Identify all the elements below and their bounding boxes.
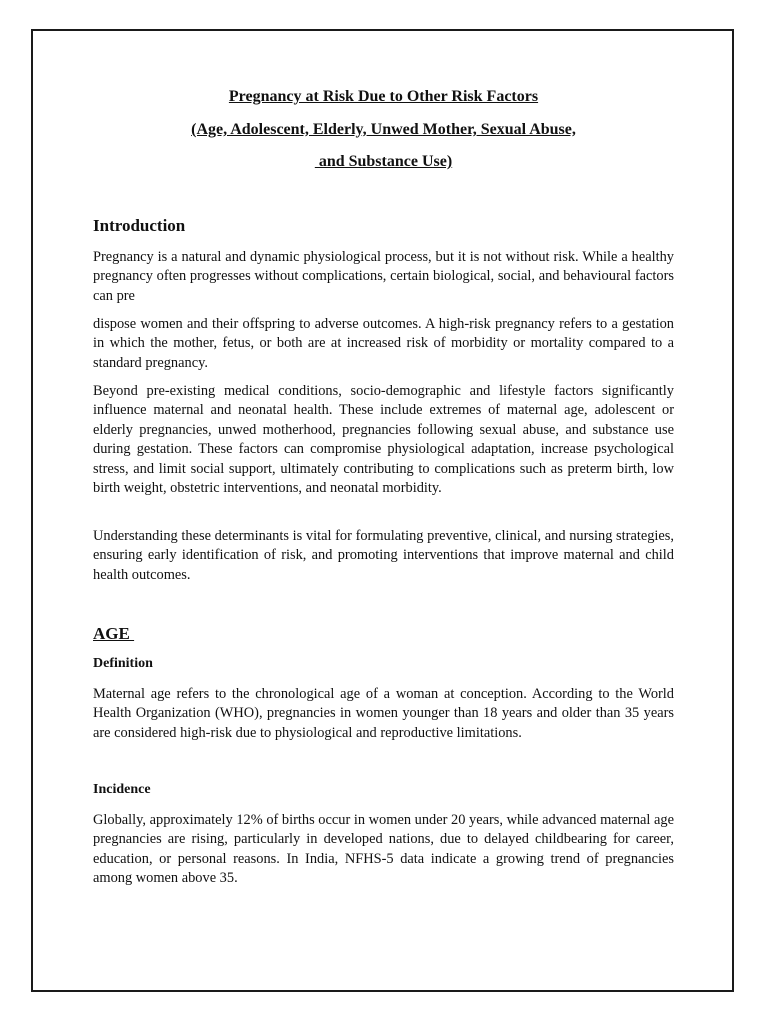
document-subtitle: (Age, Adolescent, Elderly, Unwed Mother, Sexual Abuse, — [191, 121, 576, 138]
document-subtitle-continued: and Substance Use) — [314, 153, 453, 170]
incidence-heading: Incidence — [93, 782, 151, 797]
age-heading: AGE — [93, 624, 135, 643]
intro-paragraph-4: Understanding these determinants is vital for formulating preventive, clinical, and nursing strategies, ensuring early identification of risk, and promoting interventions that improve maternal and child health outcomes. — [93, 528, 674, 583]
intro-paragraph-2: dispose women and their offspring to adverse outcomes. A high-risk pregnancy refers to a gestation in which the mother, fetus, or both are at increased risk of morbidity or mortality compared to a standard pregnancy. — [93, 316, 674, 371]
intro-paragraph-3: Beyond pre-existing medical conditions, socio-demographic and lifestyle factors significantly influence maternal and neonatal health. These include extremes of maternal age, adolescent or elderly pregnancies, unwed motherhood, pregnancies following sexual abuse, and substance use during gestation. These factors can compromise physiological adaptation, increase psychological stress, and limit social support, ultimately contributing to complications such as preterm birth, low birth weight, obstetric interventions, and neonatal morbidity. — [93, 383, 674, 497]
incidence-paragraph: Globally, approximately 12% of births occur in women under 20 years, while advanced maternal age pregnancies are rising, particularly in developed nations, due to delayed childbearing for career, education, or personal reasons. In India, NFHS-5 data indicate a growing trend of pregnancies among women above 35. — [93, 812, 674, 887]
intro-paragraph-1: Pregnancy is a natural and dynamic physiological process, but it is not without risk. While a healthy pregnancy often progresses without complications, certain biological, social, and behavioural factors can pre — [93, 249, 674, 304]
introduction-heading: Introduction — [93, 216, 186, 235]
definition-heading: Definition — [93, 656, 153, 671]
definition-paragraph: Maternal age refers to the chronological age of a woman at conception. According to the World Health Organization (WHO), pregnancies in women younger than 18 years and older than 35 years are considered high-risk due to physiological and reproductive limitations. — [93, 686, 674, 741]
document-title: Pregnancy at Risk Due to Other Risk Factors — [228, 88, 539, 105]
